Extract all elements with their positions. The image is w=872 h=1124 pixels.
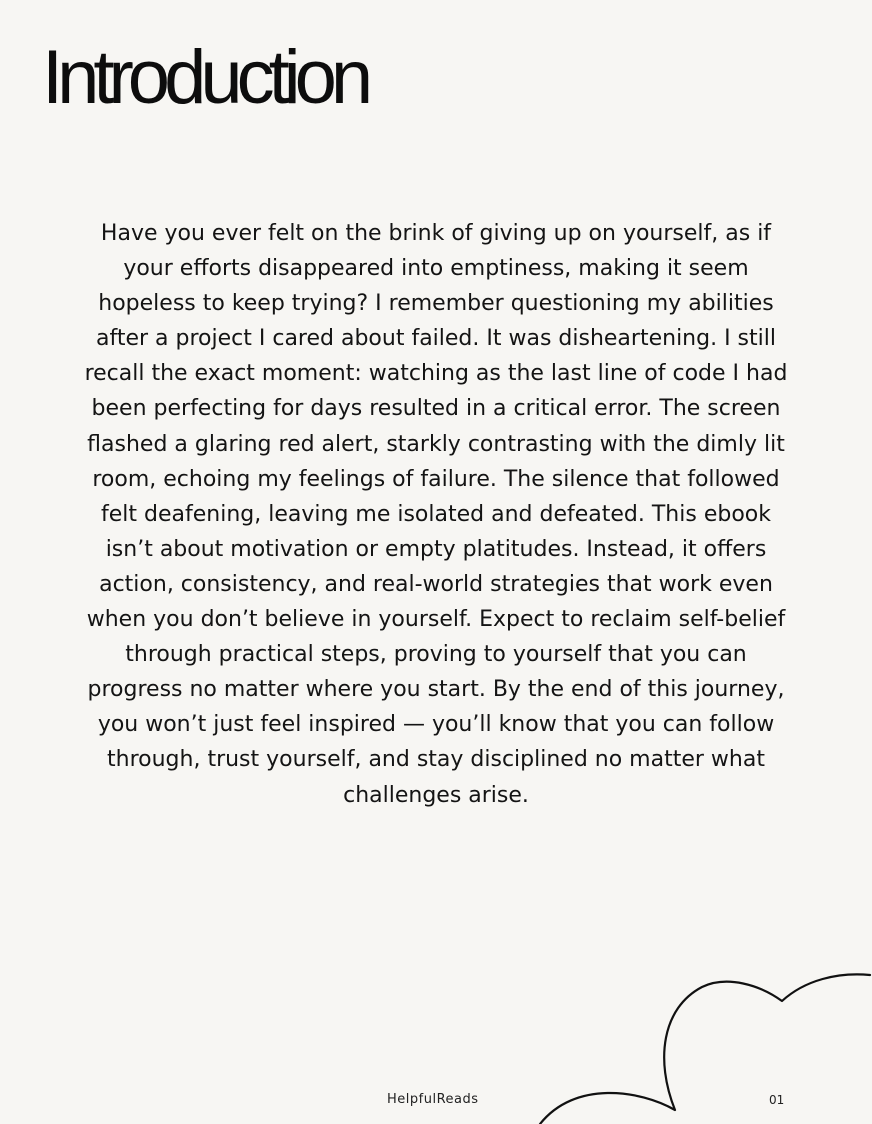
- intro-paragraph: Have you ever felt on the brink of giving up on yourself, as if your efforts disappeared into emptiness, making it seem hopeless to keep trying? I remember questioning my abilities after a project I cared about failed. It was disheartening. I still recall the exact moment: watching as the last line of code I had been perfecting for days resulted in a critical error. The screen flashed a glaring red alert, starkly contrasting with the dimly lit room, echoing my feelings of failure. The silence that followed felt deafening, leaving me isolated and defeated. This ebook isn’t about motivation or empty platitudes. Instead, it offers action, consistency, and real-world strategies that work even when you don’t believe in yourself. Expect to reclaim self-belief through practical steps, proving to yourself that you can progress no matter where you start. By the end of this journey, you won’t just feel inspired — you’ll know that you can follow through, trust yourself, and stay disciplined no matter what challenges arise.: [84, 221, 788, 808]
- page-number: 01: [769, 1093, 785, 1107]
- page-title: Introduction: [42, 35, 368, 120]
- footer-brand: HelpfulReads: [387, 1092, 479, 1107]
